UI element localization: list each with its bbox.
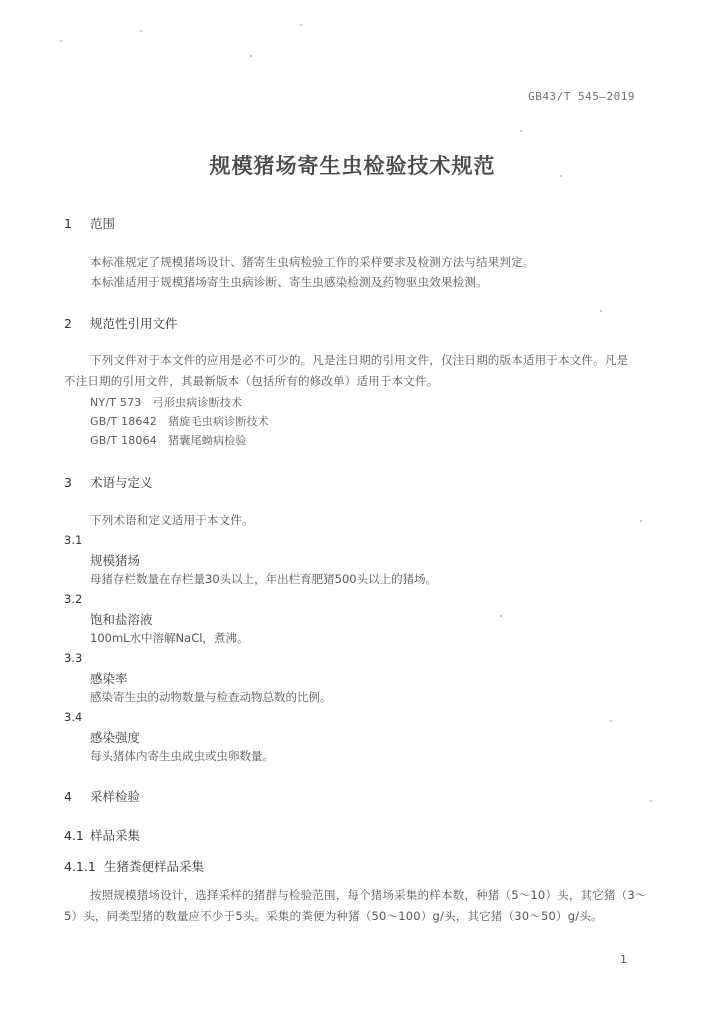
term-name: 感染强度 [90,730,141,745]
reference-item: GB/T 18064 猪囊尾蚴病检验 [90,434,247,447]
scan-speck [140,30,142,32]
subsection-title: 生猪粪便样品采集 [104,859,205,874]
subsection-heading [64,857,204,875]
term-number: 3.4 [64,710,83,724]
section-number: 2 [64,316,72,331]
term-definition: 感染寄生虫的动物数量与检查动物总数的比例。 [90,690,332,704]
scan-speck [650,800,652,802]
term-number: 3.2 [64,592,83,606]
term-number: 3.1 [64,533,83,547]
standard-number: GB43/T 545—2019 [528,90,635,103]
scan-speck [520,130,522,132]
scan-speck [300,24,302,26]
scan-speck [250,55,252,57]
scan-speck [500,615,502,617]
term-number: 3.3 [64,651,83,665]
term-name: 感染率 [90,671,128,686]
scan-speck [610,720,612,722]
reference-item: GB/T 18642 猪旋毛虫病诊断技术 [90,415,269,428]
section-number: 3 [64,475,72,490]
term-definition: 100mL水中溶解NaCl，煮沸。 [90,631,249,645]
subsection-heading [64,826,140,844]
section-heading [64,473,153,491]
section-number: 4 [64,789,72,804]
section-title: 术语与定义 [90,475,153,490]
subsection-number: 4.1 [64,828,84,843]
section-heading [64,314,178,332]
subsection-title: 样品采集 [90,828,141,843]
scan-speck [60,40,62,42]
section-number: 1 [64,216,72,231]
term-name: 饱和盐溶液 [90,612,153,627]
section-title: 采样检验 [90,789,141,804]
paragraph: 本标准适用于规模猪场寄生虫病诊断、寄生虫感染检测及药物驱虫效果检测。 [90,275,488,289]
scan-speck [600,310,602,312]
section-title: 范围 [90,216,116,231]
term-definition: 母猪存栏数量在存栏量30头以上，年出栏育肥猪500头以上的猪场。 [90,572,438,586]
section-heading [64,787,140,805]
section-title: 规范性引用文件 [90,316,178,331]
paragraph: 下列文件对于本文件的应用是必不可少的。凡是注日期的引用文件，仅注日期的版本适用于本文件。凡是 [90,353,629,367]
scan-speck [640,520,642,522]
term-definition: 每头猪体内寄生虫成虫或虫卵数量。 [90,749,274,763]
paragraph: 按照规模猪场设计，选择采样的猪群与检验范围，每个猪场采集的样本数，种猪（5～10）头，其它猪（3～ [90,888,647,902]
paragraph: 下列术语和定义适用于本文件。 [90,513,254,527]
document-title: 规模猪场寄生虫检验技术规范 [209,154,496,178]
paragraph: 本标准规定了规模猪场设计、猪寄生虫病检验工作的采样要求及检测方法与结果判定。 [90,255,535,269]
page-number: 1 [620,953,627,966]
paragraph: 5）头，同类型猪的数量应不少于5头。采集的粪便为种猪（50～100）g/头，其它猪（30～50）g/头。 [64,909,603,923]
subsection-number: 4.1.1 [64,859,96,874]
section-heading [64,214,115,232]
term-name: 规模猪场 [90,553,141,568]
reference-item: NY/T 573 弓形虫病诊断技术 [90,396,243,409]
paragraph: 不注日期的引用文件，其最新版本（包括所有的修改单）适用于本文件。 [64,374,439,388]
